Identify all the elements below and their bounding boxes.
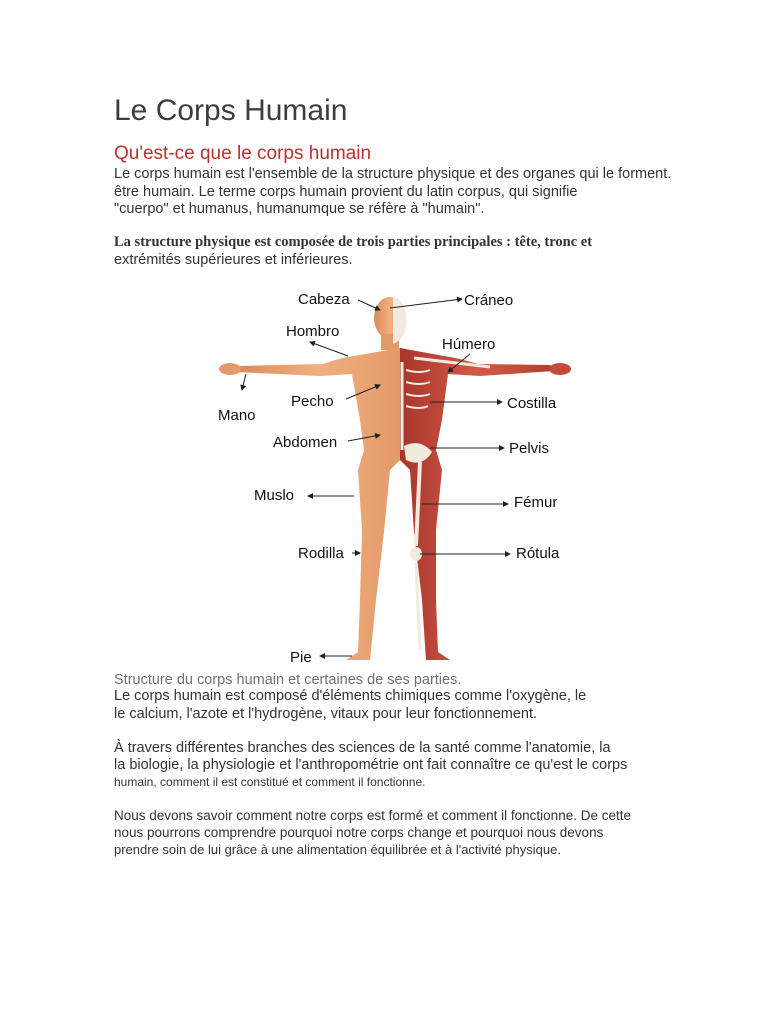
conclusion-line: Nous devons savoir comment notre corps est formé et comment il fonctionne. De cette: [114, 808, 631, 823]
sciences-line: À travers différentes branches des sciences de la santé comme l'anatomie, la: [114, 740, 611, 756]
label-rotula: Rótula: [516, 545, 560, 562]
sciences-line: la biologie, la physiologie et l'anthropométrie ont fait connaître ce qu'est le corps: [114, 757, 628, 773]
label-mano: Mano: [218, 407, 256, 424]
composition-line: le calcium, l'azote et l'hydrogène, vitaux pour leur fonctionnement.: [114, 705, 538, 722]
sciences-paragraph: [114, 740, 627, 791]
intro-line: "cuerpo" et humanus, humanumque se réfère à "humain".: [114, 201, 485, 217]
label-craneo: Cráneo: [464, 292, 514, 309]
section-heading: Qu'est-ce que le corps humain: [114, 143, 372, 164]
label-costilla: Costilla: [507, 395, 557, 412]
conclusion-line: nous pourrons comprendre pourquoi notre corps change et pourquoi nous devons: [114, 825, 604, 840]
label-abdomen: Abdomen: [273, 434, 338, 451]
label-muslo: Muslo: [254, 487, 295, 504]
anatomy-illustration: [114, 270, 658, 672]
human-body-figure: [114, 270, 658, 672]
label-pie: Pie: [290, 649, 312, 666]
composition-paragraph: [114, 688, 586, 723]
skin-half: [219, 297, 406, 660]
figure-caption: Structure du corps humain et certaines de ses parties.: [114, 672, 462, 688]
structure-paragraph: [114, 234, 592, 269]
structure-line-bold: La structure physique est composée de trois parties principales : tête, tronc et: [114, 234, 593, 250]
label-pelvis: Pelvis: [509, 440, 550, 457]
label-hombro: Hombro: [286, 323, 340, 340]
label-pecho: Pecho: [291, 393, 334, 410]
conclusion-line: prendre soin de lui grâce à une alimentation équilibrée et à l'activité physique.: [114, 842, 561, 857]
intro-line: être humain. Le terme corps humain provient du latin corpus, qui signifie: [114, 183, 578, 200]
conclusion-paragraph: [114, 807, 631, 858]
structure-line: extrémités supérieures et inférieures.: [114, 251, 353, 268]
label-humero: Húmero: [442, 336, 496, 353]
sciences-line: humain, comment il est constitué et comment il fonctionne.: [114, 775, 426, 789]
composition-line: Le corps humain est composé d'éléments chimiques comme l'oxygène, le: [114, 688, 587, 704]
intro-line: Le corps humain est l'ensemble de la structure physique et des organes qui le forment.: [114, 166, 672, 182]
page-title: Le Corps Humain: [114, 94, 348, 127]
label-rodilla: Rodilla: [298, 545, 344, 562]
label-cabeza: Cabeza: [298, 291, 350, 308]
intro-paragraph: [114, 166, 671, 219]
label-femur: Fémur: [514, 494, 558, 511]
